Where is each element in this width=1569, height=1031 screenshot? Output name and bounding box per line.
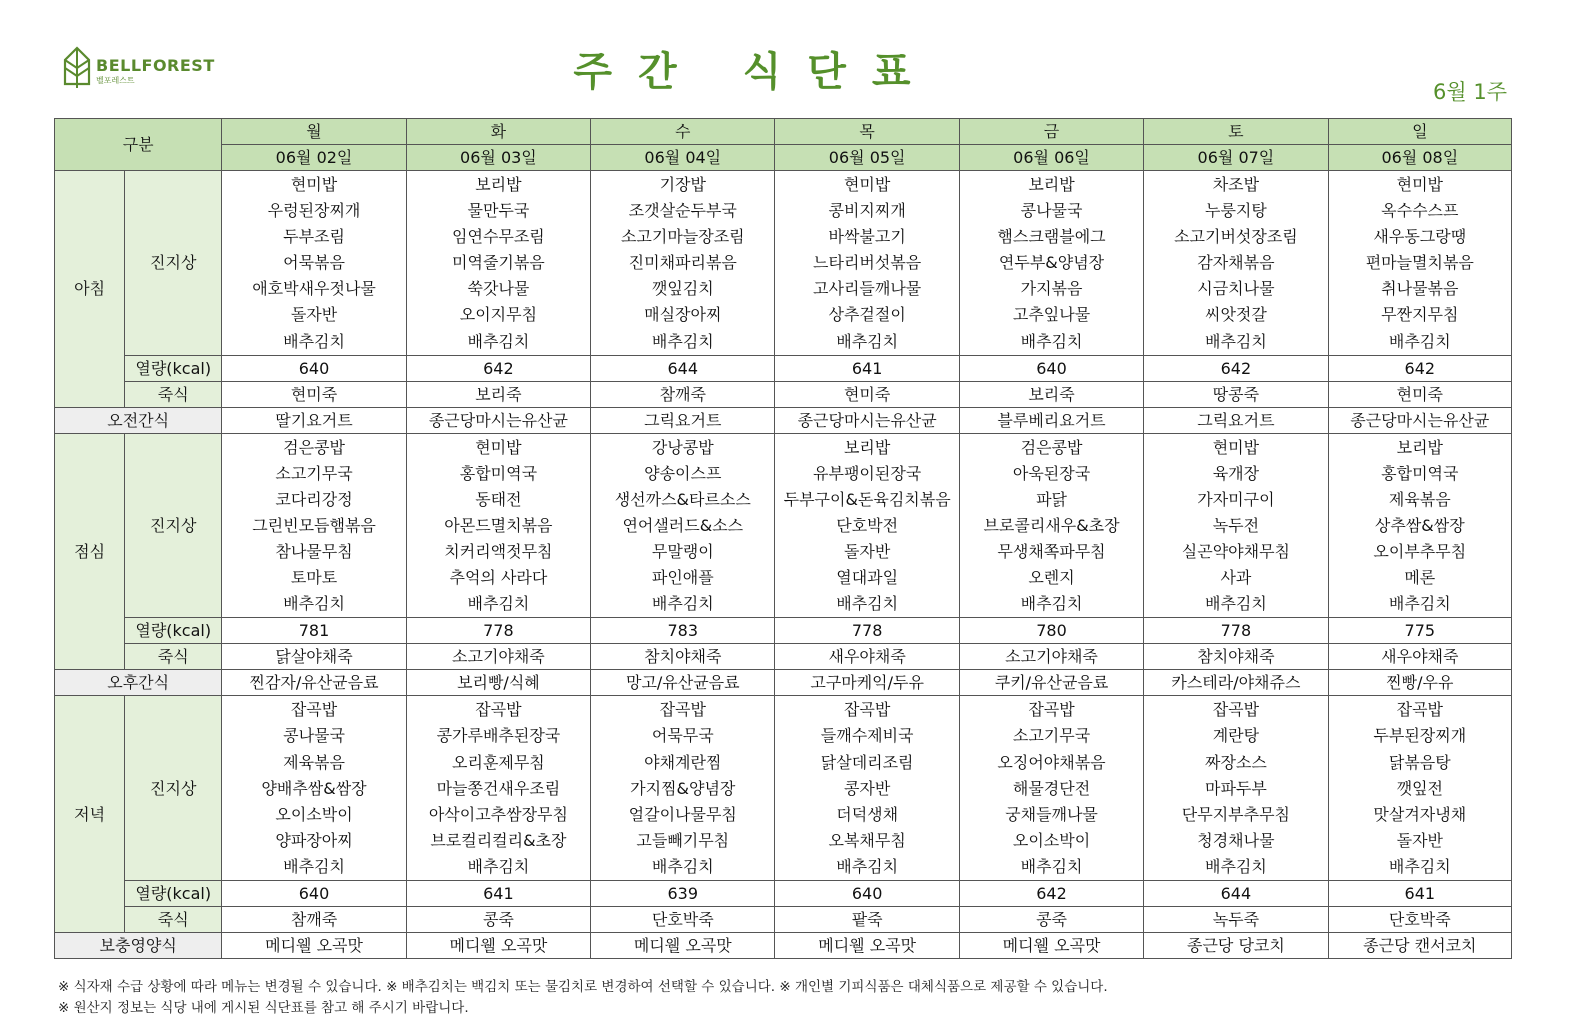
main-label: 진지상: [125, 696, 222, 881]
porridge-value: 땅콩죽: [1144, 381, 1328, 407]
date-header: 06월 08일: [1328, 145, 1511, 171]
menu-item: 배추김치: [1020, 856, 1083, 876]
menu-item: 돌자반: [1396, 830, 1443, 850]
menu-item: 마파두부: [1204, 778, 1267, 798]
menu-item: 파인애플: [651, 568, 714, 588]
meal-name: 점심: [55, 433, 125, 670]
kcal-label: 열량(kcal): [125, 355, 222, 381]
menu-item: 짜장소스: [1204, 752, 1267, 772]
menu-item: 가지찜&양념장: [630, 778, 736, 798]
menu-item: 추억의 사라다: [449, 568, 548, 588]
snack-row: [55, 407, 1512, 433]
menu-item: 배추김치: [283, 594, 345, 614]
menu-item: 홍합미역국: [459, 463, 538, 483]
snack-label: 오전간식: [55, 407, 222, 433]
menu-item: 옥수수스프: [1381, 201, 1459, 221]
menu-item: 고사리들깨나물: [813, 279, 922, 299]
menu-item: 배추김치: [1388, 594, 1451, 614]
menu-item: 잡곡밥: [1396, 700, 1443, 720]
meal-menu-cell: [1328, 171, 1511, 356]
meal-menu-cell: [591, 696, 775, 881]
meal-menu-cell: [1144, 696, 1328, 881]
meal-menu-cell: [406, 171, 590, 356]
menu-item: 더덕생채: [836, 804, 899, 824]
snack-value: 그릭요거트: [1144, 407, 1328, 433]
menu-item: 진미채파리볶음: [628, 253, 737, 273]
menu-item: 맛살겨자냉채: [1373, 804, 1467, 824]
porridge-value: 녹두죽: [1144, 906, 1328, 932]
menu-item: 배추김치: [1204, 331, 1267, 351]
kcal-value: 641: [775, 355, 959, 381]
menu-item: 토마토: [290, 568, 338, 588]
porridge-value: 현미죽: [1328, 381, 1511, 407]
menu-item: 배추김치: [1388, 856, 1451, 876]
menu-item: 보리밥: [475, 175, 522, 194]
menu-item: 가자미구이: [1197, 489, 1275, 509]
kcal-value: 781: [222, 618, 406, 644]
menu-item: 콩나물국: [283, 726, 345, 746]
kcal-row: [55, 618, 1512, 644]
day-header: 목: [775, 119, 959, 145]
meal-menu-cell: [591, 171, 775, 356]
date-header: 06월 03일: [406, 145, 590, 171]
date-header: 06월 02일: [222, 145, 406, 171]
bellforest-logo: [62, 46, 222, 92]
menu-item: 누룽지탕: [1204, 201, 1267, 221]
menu-item: 현미밥: [1212, 437, 1260, 457]
kcal-label: 열량(kcal): [125, 618, 222, 644]
menu-item: 배추김치: [283, 856, 345, 876]
porridge-row: [55, 906, 1512, 932]
meal-menu-cell: [406, 433, 590, 618]
menu-item: 참나물무침: [275, 542, 353, 562]
menu-item: 아욱된장국: [1012, 463, 1091, 483]
snack-value: 카스테라/야채쥬스: [1144, 670, 1328, 696]
menu-item: 검은콩밥: [1020, 437, 1083, 457]
menu-item: 쑥갓나물: [467, 279, 530, 299]
menu-item: 돌자반: [290, 305, 338, 325]
menu-item: 햄스크램블에그: [997, 227, 1106, 247]
snack-value: 종근당마시는유산균: [406, 407, 590, 433]
snack-row: [55, 670, 1512, 696]
main-label: 진지상: [125, 171, 222, 356]
snack-value: 종근당마시는유산균: [1328, 407, 1511, 433]
menu-item: 배추김치: [1388, 331, 1451, 351]
main-label: 진지상: [125, 433, 222, 618]
meal-main-row: [55, 171, 1512, 356]
menu-item: 가지볶음: [1020, 279, 1083, 299]
date-header: 06월 06일: [959, 145, 1143, 171]
menu-item: 잡곡밥: [1212, 700, 1260, 720]
day-header: 화: [406, 119, 590, 145]
menu-item: 오이소박이: [1012, 830, 1091, 850]
menu-item: 배추김치: [651, 856, 714, 876]
kcal-row: [55, 880, 1512, 906]
menu-item: 연어샐러드&소스: [622, 515, 744, 535]
meal-menu-cell: [775, 171, 959, 356]
snack-value: 종근당 캔서코치: [1328, 932, 1511, 958]
kcal-value: 640: [222, 880, 406, 906]
kcal-value: 641: [406, 880, 590, 906]
menu-item: 단무지부추무침: [1181, 804, 1290, 824]
snack-label: 보충영양식: [55, 932, 222, 958]
menu-item: 임연수무조림: [452, 227, 545, 247]
menu-item: 소고기마늘장조림: [620, 227, 745, 247]
menu-item: 기장밥: [659, 175, 706, 194]
menu-item: 동태전: [475, 489, 522, 509]
menu-item: 우렁된장찌개: [267, 201, 361, 221]
menu-item: 차조밥: [1212, 175, 1260, 194]
menu-item: 코다리강정: [275, 489, 353, 509]
menu-item: 오복채무침: [828, 830, 906, 850]
menu-item: 청경채나물: [1197, 830, 1275, 850]
menu-item: 강낭콩밥: [651, 437, 714, 457]
menu-item: 무생채쪽파무침: [997, 542, 1106, 562]
menu-item: 오리훈제무침: [452, 752, 545, 772]
menu-item: 현미밥: [1396, 175, 1443, 194]
menu-item: 브로컬리컬리&초장: [430, 830, 567, 850]
gubun-header: 구분: [55, 119, 222, 171]
kcal-value: 644: [1144, 880, 1328, 906]
kcal-value: 639: [591, 880, 775, 906]
snack-value: 망고/유산균음료: [591, 670, 775, 696]
menu-item: 잡곡밥: [659, 700, 706, 720]
menu-item: 잡곡밥: [475, 700, 522, 720]
day-header: 월: [222, 119, 406, 145]
snack-value: 블루베리요거트: [959, 407, 1143, 433]
menu-item: 제육볶음: [283, 752, 345, 772]
menu-item: 브로콜리새우&초장: [983, 515, 1120, 535]
menu-item: 느타리버섯볶음: [813, 253, 922, 273]
menu-item: 잡곡밥: [843, 700, 891, 720]
tree-logo-icon: [62, 46, 92, 90]
menu-item: 배추김치: [1204, 594, 1267, 614]
menu-item: 무짠지무침: [1381, 305, 1459, 325]
menu-item: 야채계란찜: [644, 752, 722, 772]
menu-item: 들깨수제비국: [820, 726, 914, 746]
menu-item: 어묵무국: [651, 726, 714, 746]
menu-item: 고들빼기무침: [636, 830, 730, 850]
menu-item: 두부조림: [283, 227, 345, 247]
kcal-value: 642: [406, 355, 590, 381]
snack-value: 종근당 당코치: [1144, 932, 1328, 958]
kcal-value: 778: [1144, 618, 1328, 644]
menu-item: 시금치나물: [1197, 279, 1275, 299]
porridge-value: 참깨죽: [591, 381, 775, 407]
menu-item: 오이부추무침: [1373, 542, 1467, 562]
menu-item: 오렌지: [1028, 568, 1075, 588]
note-line-1: ※ 식자재 수급 상황에 따라 메뉴는 변경될 수 있습니다. ※ 배추김치는 백김치 또는 물김치로 변경하여 선택할 수 있습니다. ※ 개인별 기피식품은 대체식품으로 제공할 수 있습니다.: [58, 979, 1108, 995]
menu-item: 배추김치: [1020, 594, 1083, 614]
day-header-row: [55, 119, 1512, 145]
menu-item: 씨앗젓갈: [1204, 305, 1267, 325]
kcal-value: 642: [1328, 355, 1511, 381]
logo-sub: 벨포레스트: [96, 76, 135, 85]
day-header: 금: [959, 119, 1143, 145]
meal-main-row: [55, 696, 1512, 881]
menu-item: 무말랭이: [651, 542, 714, 562]
menu-item: 매실장아찌: [644, 305, 722, 325]
porridge-value: 참깨죽: [222, 906, 406, 932]
porridge-value: 현미죽: [222, 381, 406, 407]
menu-item: 애호박새우젓나물: [252, 279, 376, 299]
snack-value: 메디웰 오곡맛: [222, 932, 406, 958]
snack-value: 딸기요거트: [222, 407, 406, 433]
menu-item: 홍합미역국: [1381, 463, 1459, 483]
menu-item: 닭볶음탕: [1388, 752, 1451, 772]
menu-item: 배추김치: [836, 594, 899, 614]
menu-item: 소고기무국: [1012, 726, 1091, 746]
snack-value: 쿠키/유산균음료: [959, 670, 1143, 696]
snack-value: 메디웰 오곡맛: [775, 932, 959, 958]
meal-menu-cell: [959, 433, 1143, 618]
day-header: 일: [1328, 119, 1511, 145]
note-line-2: ※ 원산지 정보는 식당 내에 게시된 식단표를 참고 해 주시기 바랍니다.: [58, 1000, 469, 1016]
menu-item: 육개장: [1212, 463, 1260, 483]
porridge-value: 콩죽: [406, 906, 590, 932]
porridge-value: 현미죽: [775, 381, 959, 407]
kcal-value: 778: [775, 618, 959, 644]
menu-item: 오징어야채볶음: [997, 752, 1106, 772]
snack-value: 고구마케익/두유: [775, 670, 959, 696]
menu-item: 보리밥: [843, 437, 891, 457]
menu-item: 감자채볶음: [1197, 253, 1275, 273]
menu-item: 메론: [1404, 568, 1436, 588]
menu-item: 편마늘멸치볶음: [1365, 253, 1474, 273]
kcal-row: [55, 355, 1512, 381]
menu-item: 닭살데리조림: [820, 752, 914, 772]
porridge-value: 단호박죽: [1328, 906, 1511, 932]
meal-menu-cell: [406, 696, 590, 881]
kcal-value: 642: [1144, 355, 1328, 381]
day-header: 수: [591, 119, 775, 145]
menu-table: [54, 118, 1512, 959]
meal-menu-cell: [959, 696, 1143, 881]
kcal-value: 775: [1328, 618, 1511, 644]
menu-item: 그린빈모듬햄볶음: [252, 515, 376, 535]
porridge-label: 죽식: [125, 906, 222, 932]
meal-menu-cell: [959, 171, 1143, 356]
menu-item: 양송이스프: [644, 463, 722, 483]
porridge-value: 새우야채죽: [1328, 644, 1511, 670]
kcal-value: 640: [222, 355, 406, 381]
porridge-row: [55, 381, 1512, 407]
menu-item: 배추김치: [467, 331, 530, 351]
snack-value: 메디웰 오곡맛: [406, 932, 590, 958]
menu-item: 소고기버섯장조림: [1174, 227, 1298, 247]
snack-label: 오후간식: [55, 670, 222, 696]
menu-item: 배추김치: [651, 331, 714, 351]
menu-item: 오이지무침: [459, 305, 538, 325]
porridge-value: 보리죽: [406, 381, 590, 407]
menu-item: 보리밥: [1028, 175, 1075, 194]
meal-menu-cell: [1144, 433, 1328, 618]
logo-brand: BELLFOREST: [96, 56, 215, 75]
menu-item: 제육볶음: [1388, 489, 1451, 509]
kcal-value: 644: [591, 355, 775, 381]
kcal-label: 열량(kcal): [125, 880, 222, 906]
kcal-value: 642: [959, 880, 1143, 906]
snack-value: 메디웰 오곡맛: [959, 932, 1143, 958]
menu-item: 배추김치: [1204, 856, 1267, 876]
date-header: 06월 07일: [1144, 145, 1328, 171]
porridge-label: 죽식: [125, 381, 222, 407]
menu-item: 두부된장찌개: [1373, 726, 1467, 746]
meal-name: 아침: [55, 171, 125, 408]
menu-item: 잡곡밥: [1028, 700, 1075, 720]
menu-item: 양배추쌈&쌈장: [261, 778, 367, 798]
menu-item: 해물경단전: [1012, 778, 1091, 798]
menu-item: 배추김치: [467, 856, 530, 876]
meal-menu-cell: [591, 433, 775, 618]
porridge-value: 새우야채죽: [775, 644, 959, 670]
menu-item: 배추김치: [836, 856, 899, 876]
menu-item: 현미밥: [475, 437, 522, 457]
menu-item: 물만두국: [467, 201, 530, 221]
menu-item: 녹두전: [1212, 515, 1260, 535]
porridge-value: 참치야채죽: [1144, 644, 1328, 670]
menu-item: 궁채들깨나물: [1005, 804, 1098, 824]
menu-item: 아몬드멸치볶음: [444, 515, 553, 535]
meal-menu-cell: [775, 696, 959, 881]
menu-item: 마늘쫑건새우조림: [436, 778, 561, 798]
meal-menu-cell: [775, 433, 959, 618]
date-header-row: [55, 145, 1512, 171]
menu-item: 치커리액젓무침: [444, 542, 553, 562]
menu-item: 잡곡밥: [290, 700, 338, 720]
menu-item: 콩비지찌개: [828, 201, 906, 221]
porridge-value: 닭살야채죽: [222, 644, 406, 670]
porridge-value: 단호박죽: [591, 906, 775, 932]
kcal-value: 641: [1328, 880, 1511, 906]
snack-row: [55, 932, 1512, 958]
menu-item: 배추김치: [1020, 331, 1083, 351]
menu-item: 얼갈이나물무침: [628, 804, 737, 824]
snack-value: 종근당마시는유산균: [775, 407, 959, 433]
porridge-value: 팥죽: [775, 906, 959, 932]
menu-item: 현미밥: [843, 175, 891, 194]
menu-item: 보리밥: [1396, 437, 1443, 457]
menu-item: 사과: [1220, 568, 1252, 588]
menu-item: 오이소박이: [275, 804, 353, 824]
kcal-value: 783: [591, 618, 775, 644]
porridge-label: 죽식: [125, 644, 222, 670]
menu-item: 생선까스&타르소스: [614, 489, 751, 509]
day-header: 토: [1144, 119, 1328, 145]
kcal-value: 778: [406, 618, 590, 644]
porridge-value: 보리죽: [959, 381, 1143, 407]
porridge-value: 참치야채죽: [591, 644, 775, 670]
kcal-value: 640: [775, 880, 959, 906]
porridge-value: 콩죽: [959, 906, 1143, 932]
menu-item: 배추김치: [283, 331, 345, 351]
menu-item: 연두부&양념장: [998, 253, 1105, 273]
menu-item: 고추잎나물: [1012, 305, 1091, 325]
meal-name: 저녁: [55, 696, 125, 933]
kcal-value: 780: [959, 618, 1143, 644]
snack-value: 메디웰 오곡맛: [591, 932, 775, 958]
menu-item: 유부팽이된장국: [813, 463, 922, 483]
porridge-value: 소고기야채죽: [959, 644, 1143, 670]
menu-item: 단호박전: [836, 515, 899, 535]
meal-menu-cell: [1328, 696, 1511, 881]
snack-value: 찐빵/우유: [1328, 670, 1511, 696]
menu-item: 바싹불고기: [828, 227, 906, 247]
menu-item: 배추김치: [651, 594, 714, 614]
menu-item: 조갯살순두부국: [628, 201, 737, 221]
menu-item: 소고기무국: [275, 463, 353, 483]
menu-item: 콩자반: [843, 778, 891, 798]
date-header: 06월 04일: [591, 145, 775, 171]
menu-item: 취나물볶음: [1381, 279, 1459, 299]
snack-value: 그릭요거트: [591, 407, 775, 433]
snack-value: 찐감자/유산균음료: [222, 670, 406, 696]
meal-menu-cell: [222, 696, 406, 881]
menu-item: 미역줄기볶음: [452, 253, 545, 273]
meal-menu-cell: [1144, 171, 1328, 356]
snack-value: 보리빵/식혜: [406, 670, 590, 696]
menu-item: 새우동그랑땡: [1373, 227, 1467, 247]
date-header: 06월 05일: [775, 145, 959, 171]
menu-item: 상추겉절이: [828, 305, 906, 325]
meal-menu-cell: [222, 171, 406, 356]
menu-item: 상추쌈&쌈장: [1374, 515, 1465, 535]
kcal-value: 640: [959, 355, 1143, 381]
porridge-value: 소고기야채죽: [406, 644, 590, 670]
menu-item: 돌자반: [843, 542, 891, 562]
menu-item: 파닭: [1036, 489, 1067, 509]
week-label: 6월 1주: [1433, 80, 1507, 104]
meal-menu-cell: [222, 433, 406, 618]
menu-item: 실곤약야채무침: [1181, 542, 1290, 562]
menu-item: 깻잎김치: [651, 279, 714, 299]
menu-item: 배추김치: [836, 331, 899, 351]
menu-item: 콩가루배추된장국: [436, 726, 561, 746]
menu-item: 깻잎전: [1396, 778, 1443, 798]
menu-item: 아삭이고추쌈장무침: [428, 804, 568, 824]
menu-item: 열대과일: [836, 568, 899, 588]
porridge-row: [55, 644, 1512, 670]
menu-item: 현미밥: [290, 175, 338, 194]
menu-item: 콩나물국: [1020, 201, 1083, 221]
menu-item: 양파장아찌: [275, 830, 353, 850]
menu-item: 계란탕: [1212, 726, 1260, 746]
menu-item: 어묵볶음: [283, 253, 345, 273]
page-title: 주간 식단표: [573, 49, 937, 95]
meal-main-row: [55, 433, 1512, 618]
menu-item: 검은콩밥: [283, 437, 345, 457]
menu-item: 두부구이&돈육김치볶음: [783, 489, 951, 509]
menu-item: 배추김치: [467, 594, 530, 614]
meal-menu-cell: [1328, 433, 1511, 618]
